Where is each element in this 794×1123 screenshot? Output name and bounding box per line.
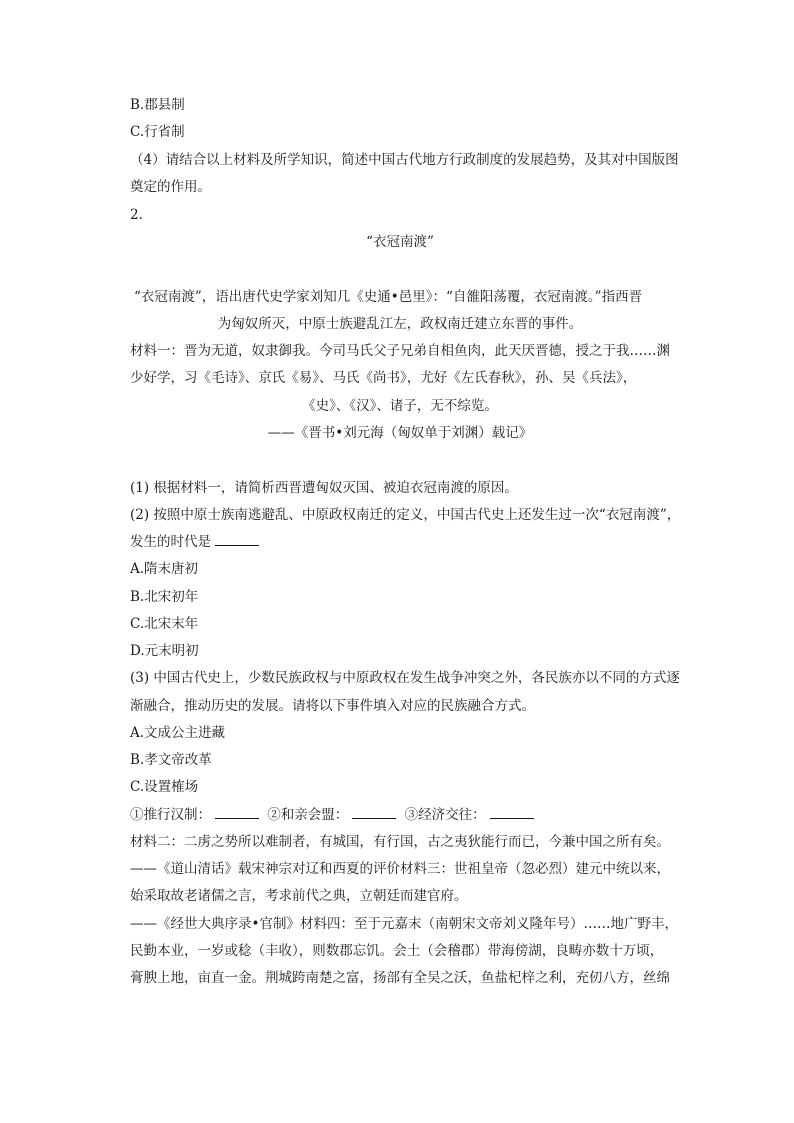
question-4-line-2: 奠定的作用。 — [130, 179, 211, 195]
event-option-b: B.孝文帝改革 — [130, 752, 212, 768]
material-2-line-1: 材料二：二虏之势所以难制者，有城国，有行国，古之夷狄能行而已，今兼中国之所有矣。 — [130, 834, 670, 850]
section-title: “衣冠南渡” — [366, 234, 434, 250]
sub-question-3-line-2: 渐融合，推动历史的发展。请将以下事件填入对应的民族融合方式。 — [130, 698, 535, 714]
intro-line-2: 为匈奴所灭，中原士族避乱江左，政权南迁建立东晋的事件。 — [217, 316, 583, 332]
fill-blank-2[interactable] — [352, 806, 396, 819]
sub-question-1: (1) 根据材料一，请简析西晋遭匈奴灭国、被迫衣冠南渡的原因。 — [130, 480, 518, 496]
fill-in-row — [130, 806, 670, 824]
material-2-line-2: ——《道山清话》载宋神宗对辽和西夏的评价材料三：世祖皇帝（忽必烈）建元中统以来， — [130, 861, 670, 877]
material-4-line-2: 民勤本业，一岁或稔（丰收），则数郡忘饥。会土（会稽郡）带海傍湖，良畴亦数十万顷， — [130, 943, 664, 959]
option-d: D.元末明初 — [130, 643, 199, 659]
fill-item-2: ②和亲会盟： — [267, 807, 349, 823]
material-3-line-1: 始采取故老诸儒之言，考求前代之典，立朝廷而建官府。 — [130, 888, 468, 904]
intro-line-1: “衣冠南渡”，语出唐代史学家刘知几《史通•邑里》：“自雒阳荡覆，衣冠南渡。”指西晋 — [134, 289, 643, 305]
question-2-number: 2. — [130, 207, 143, 223]
material-1-source: ——《晋书•刘元海（匈奴单于刘渊）载记》 — [267, 425, 533, 441]
fill-blank-1[interactable] — [215, 806, 259, 819]
event-option-a: A.文成公主进藏 — [130, 725, 226, 741]
option-b: B.北宋初年 — [130, 589, 199, 605]
material-1-line-3: 《史》、《汉》、诸子，无不综览。 — [302, 398, 498, 414]
option-c: C.北宋末年 — [130, 616, 199, 632]
material-4-line-1: ——《经世大典序录•官制》材料四：至于元嘉末（南朝宋文帝刘义隆年号）……地广野丰， — [130, 916, 678, 932]
fill-blank-3[interactable] — [490, 806, 534, 819]
event-option-c: C.设置榷场 — [130, 779, 199, 795]
sub-question-2-prompt: 发生的时代是 — [130, 534, 211, 550]
material-1-line-1: 材料一：晋为无道，奴隶御我。今司马氏父子兄弟自相鱼肉，此天厌晋德，授之于我……渊 — [130, 343, 670, 359]
sub-question-3-line-1: (3) 中国古代史上，少数民族政权与中原政权在发生战争冲突之外，各民族亦以不同的方式逐 — [130, 670, 680, 686]
sub-question-2-line-2 — [130, 533, 670, 551]
sub-question-2-line-1: (2) 按照中原士族南逃避乱、中原政权南迁的定义，中国古代史上还发生过一次“衣冠南渡”， — [130, 507, 681, 523]
option-b-county-system: B.郡县制 — [130, 97, 185, 113]
material-4-line-3: 膏腴上地，亩直一金。荆城跨南楚之富，扬部有全吴之沃，鱼盐杞梓之利，充仞八方，丝绵 — [130, 970, 670, 986]
option-c-province-system: C.行省制 — [130, 124, 185, 140]
fill-item-1: ①推行汉制： — [130, 807, 211, 823]
question-4-line-1: （4）请结合以上材料及所学知识，简述中国古代地方行政制度的发展趋势，及其对中国版图 — [130, 152, 679, 168]
option-a: A.隋末唐初 — [130, 561, 199, 577]
fill-item-3: ③经济交往： — [404, 807, 486, 823]
material-1-line-2: 少好学，习《毛诗》、京氏《易》、马氏《尚书》，尤好《左氏春秋》，孙、吴《兵法》， — [130, 370, 637, 386]
answer-blank[interactable] — [215, 533, 259, 546]
